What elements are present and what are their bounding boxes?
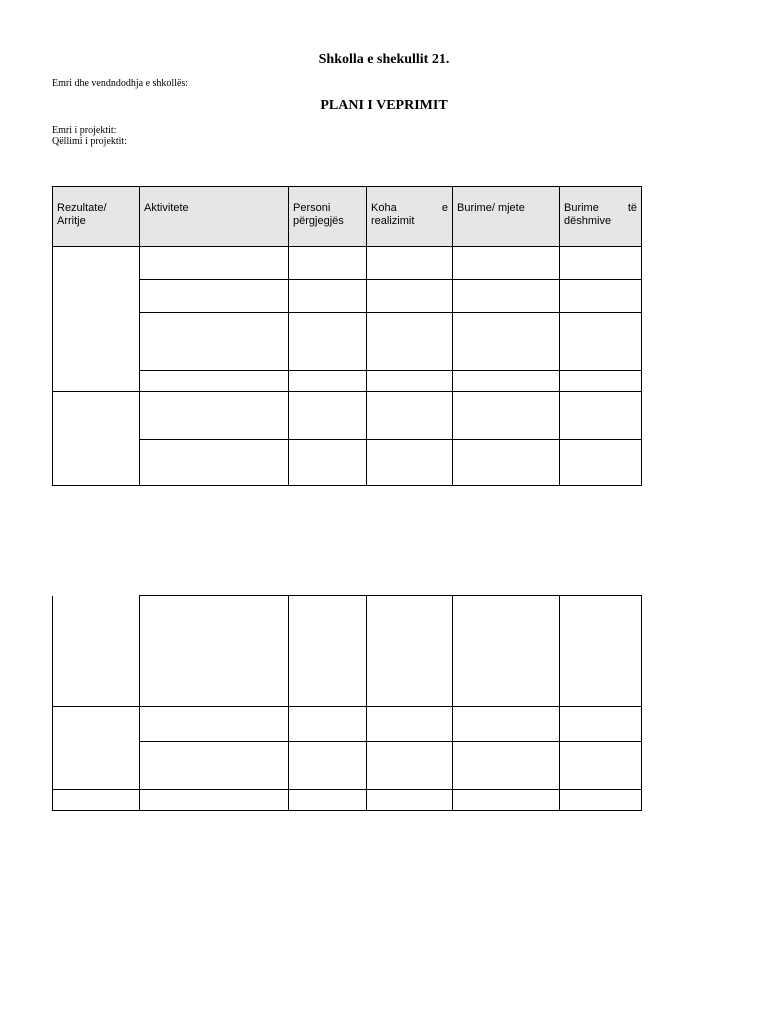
col-header-evidence-line1 <box>564 202 637 215</box>
col-header-results-line1: Rezultate/ <box>57 202 107 214</box>
resources-cell[interactable] <box>453 371 560 392</box>
col-header-time-word2: e <box>441 202 448 214</box>
result-cell[interactable] <box>53 707 140 790</box>
activity-cell[interactable] <box>140 313 289 371</box>
responsible-cell[interactable] <box>289 392 367 440</box>
table-row <box>53 371 642 392</box>
responsible-cell[interactable] <box>289 440 367 486</box>
resources-cell[interactable] <box>453 742 560 790</box>
table-row <box>53 247 642 280</box>
resources-cell[interactable] <box>453 392 560 440</box>
col-header-evidence-line2: dëshmive <box>564 215 612 227</box>
plan-title: PLANI I VEPRIMIT <box>320 98 448 113</box>
evidence-cell[interactable] <box>560 247 642 280</box>
table-row <box>53 742 642 790</box>
evidence-cell[interactable] <box>560 440 642 486</box>
project-name-label: Emri i projektit: <box>52 125 117 136</box>
school-name-label: Emri dhe vendndodhja e shkollës: <box>52 78 189 89</box>
col-header-time-line1 <box>371 202 448 215</box>
time-cell[interactable] <box>367 707 453 742</box>
time-cell[interactable] <box>367 280 453 313</box>
evidence-cell[interactable] <box>560 707 642 742</box>
resources-cell[interactable] <box>453 280 560 313</box>
time-cell[interactable] <box>367 790 453 811</box>
col-header-time-word1: Koha <box>371 202 397 214</box>
col-header-evidence-word1: Burime <box>564 202 599 214</box>
activity-cell[interactable] <box>140 392 289 440</box>
activity-cell[interactable] <box>140 371 289 392</box>
activity-cell[interactable] <box>140 742 289 790</box>
table-row <box>53 313 642 371</box>
responsible-cell[interactable] <box>289 313 367 371</box>
responsible-cell[interactable] <box>289 247 367 280</box>
table-header-row <box>53 187 642 247</box>
table-row <box>53 440 642 486</box>
col-header-time <box>367 187 453 247</box>
activity-cell[interactable] <box>140 247 289 280</box>
activity-cell[interactable] <box>140 596 289 707</box>
responsible-cell[interactable] <box>289 371 367 392</box>
evidence-cell[interactable] <box>560 371 642 392</box>
resources-cell[interactable] <box>453 313 560 371</box>
result-cell[interactable] <box>53 247 140 392</box>
table-row <box>53 392 642 440</box>
col-header-responsible <box>289 187 367 247</box>
responsible-cell[interactable] <box>289 707 367 742</box>
time-cell[interactable] <box>367 440 453 486</box>
activity-cell[interactable] <box>140 440 289 486</box>
result-cell[interactable] <box>53 392 140 486</box>
responsible-cell[interactable] <box>289 596 367 707</box>
table-row <box>53 707 642 742</box>
resources-cell[interactable] <box>453 596 560 707</box>
activity-cell[interactable] <box>140 280 289 313</box>
col-header-results <box>53 187 140 247</box>
responsible-cell[interactable] <box>289 790 367 811</box>
col-header-resources-label: Burime/ mjete <box>457 202 525 214</box>
evidence-cell[interactable] <box>560 392 642 440</box>
document-title: Shkolla e shekullit 21. <box>318 52 450 67</box>
resources-cell[interactable] <box>453 247 560 280</box>
col-header-resources <box>453 187 560 247</box>
col-header-evidence <box>560 187 642 247</box>
action-plan-table-continued <box>52 595 642 811</box>
time-cell[interactable] <box>367 371 453 392</box>
col-header-responsible-line2: përgjegjës <box>293 215 344 227</box>
time-cell[interactable] <box>367 596 453 707</box>
col-header-activities <box>140 187 289 247</box>
responsible-cell[interactable] <box>289 742 367 790</box>
result-cell[interactable] <box>53 596 140 707</box>
evidence-cell[interactable] <box>560 790 642 811</box>
evidence-cell[interactable] <box>560 742 642 790</box>
col-header-evidence-word2: të <box>627 202 637 214</box>
time-cell[interactable] <box>367 313 453 371</box>
resources-cell[interactable] <box>453 790 560 811</box>
time-cell[interactable] <box>367 247 453 280</box>
project-goal-label: Qëllimi i projektit: <box>52 136 127 147</box>
time-cell[interactable] <box>367 742 453 790</box>
col-header-results-line2: Arritje <box>57 215 86 227</box>
responsible-cell[interactable] <box>289 280 367 313</box>
evidence-cell[interactable] <box>560 280 642 313</box>
table-row <box>53 280 642 313</box>
action-plan-table <box>52 186 642 486</box>
resources-cell[interactable] <box>453 440 560 486</box>
table-row <box>53 790 642 811</box>
col-header-activities-label: Aktivitete <box>144 202 189 214</box>
col-header-time-line2: realizimit <box>371 215 415 227</box>
evidence-cell[interactable] <box>560 596 642 707</box>
col-header-responsible-line1: Personi <box>293 202 331 214</box>
activity-cell[interactable] <box>140 707 289 742</box>
activity-cell[interactable] <box>140 790 289 811</box>
result-cell[interactable] <box>53 790 140 811</box>
evidence-cell[interactable] <box>560 313 642 371</box>
time-cell[interactable] <box>367 392 453 440</box>
resources-cell[interactable] <box>453 707 560 742</box>
table-row <box>53 596 642 707</box>
